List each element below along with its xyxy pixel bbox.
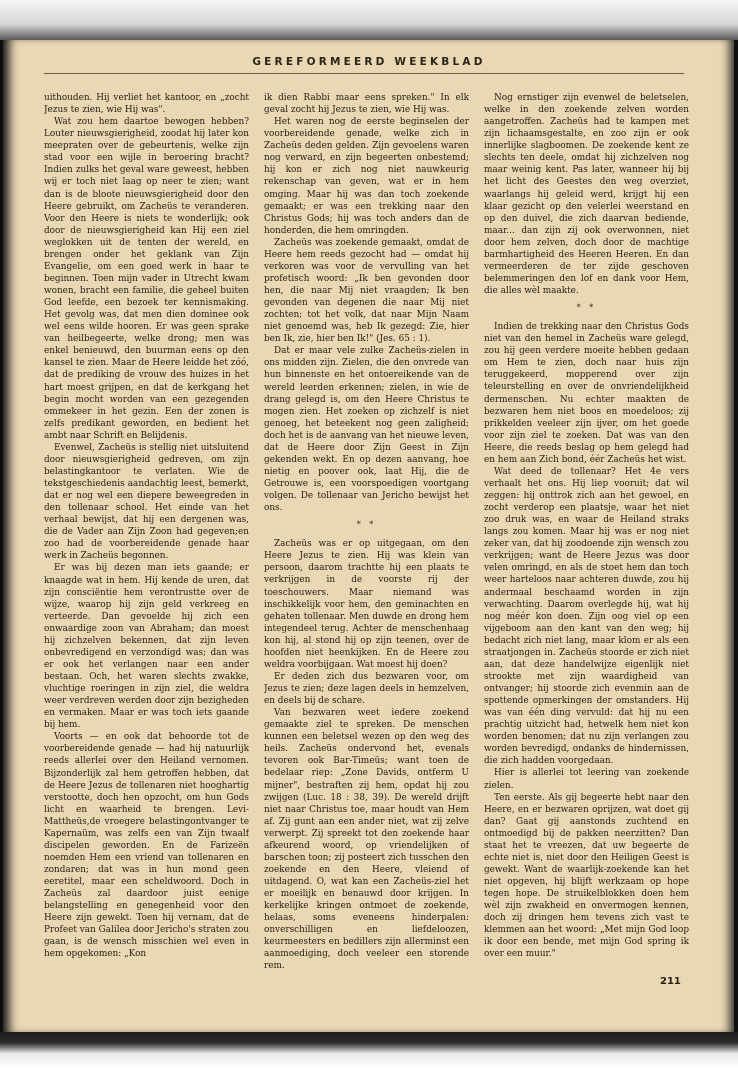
paragraph: Zacheüs was zoekende gemaakt, omdat de Heere hem reeds gezocht had — omdat hij verkoren was voor de vervulling van het profetisch woord: „Ik ben gevonden door hen, die naar Mij niet vraagden; Ik ben gevonden van degenen die naar Mij niet zochten; tot het volk, dat naar Mijn Naam niet genoemd was, heb Ik gezegd: Zie, hier ben Ik, zie, hier ben Ik!" (Jes. 65 : 1). bbox=[264, 237, 469, 345]
column-left bbox=[44, 92, 249, 972]
paragraph: Hier is allerlei tot leering van zoekende zielen. bbox=[484, 768, 689, 791]
paragraph: Nog ernstiger zijn evenwel de beletselen, welke in den zoekende zelven worden aangetroffen. Zacheüs had te kampen met zijn lichaamsgestalte, en zoo zijn er ook innerlijke slagboomen. De zoekende kent ze slechts ten deele, omdat hij zichzelven nog maar weinig kent. Pas later, wanneer hij bij het licht des Geestes den weg overziet, waarlangs hij geleid werd, krijgt hij een klaar gezicht op den velerlei weerstand en op den duivel, die zich daarvan bediende, maar... dan zijn zij ook overwonnen, niet door hem zelven, doch door de machtige barmhartigheid des Heeren Heeren. En dan vermeerderen de ter zijde geschoven belemmeringen den lof en dank voor Hem, die alles wèl maakte. bbox=[484, 93, 689, 296]
paragraph: Er was bij dezen man iets gaande; er knaagde wat in hem. Hij kende de uren, dat zijn consciëntie hem verontrustte over de wijze, waarop hij zijn geld verkreeg en verteerde. Dan gevoelde hij zich een onwaardige zoon van Abraham; dan moest hij zichzelven bekennen, dat zijn leven onbevredigend en verzondigd was; dan was er ook het verlangen naar een ander bestaan. Och, het waren slechts zwakke, vluchtige roeringen in zijn ziel, die weldra weer verdreven werden door zijn bezigheden en vermaken. Maar er was toch iets gaande bij hem. bbox=[44, 563, 249, 731]
scan-border-bottom bbox=[0, 1032, 738, 1068]
paragraph: uithouden. Hij verliet het kantoor, en „zocht Jezus te zien, wie Hij was". bbox=[44, 93, 249, 116]
paragraph: Wat deed de tollenaar? Het 4e vers verhaalt het ons. Hij liep vooruit; dat wil zeggen: hij onttrok zich aan het gewoel, en zocht verderop een plaatsje, waar het niet zoo druk was, en waar de Heiland straks langs zou komen. Maar hij was er nog niet zeker van, dat hij zoodoende zijn wensch zou verkrijgen; want de Heere Jezus was door velen omringd, en als de stoet hem dan toch weer harteloos naar achteren duwde, zou hij andermaal beschaamd worden in zijn verwachting. Daarom overlegde hij, wat hij nog méér kon doen. Zijn oog viel op een vijgeboom aan den kant van den weg; hij bedacht zich niet lang, maar klom er als een straatjongen in. Zacheüs stoorde er zich niet aan, dat deze handelwijze eigenlijk niet strookte met zijn waardigheid van ontvanger; hij stoorde zich evenmin aan de spottende opmerkingen der omstanders. Hij was van één ding vervuld: dat hij nu een prachtig uitzicht had, hetwelk hem niet kon worden benomen; dat nu zijn verlangen zou worden bevredigd, ondanks de hindernissen, die zich hadden voorgedaan. bbox=[484, 466, 689, 767]
paragraph: Van bezwaren weet iedere zoekend gemaakte ziel te spreken. De menschen kunnen een beletsel wezen op den weg des heils. Zacheüs ondervond het, evenals tevoren ook Bar-Timeüs; want toen de bedelaar riep: „Zone Davids, ontferm U mijner", bestraften zij hem, opdat hij zou zwijgen (Luc. 18 : 38, 39). De wereld drijft niet naar Christus toe, maar houdt van Hem af. Zij gunt aan een ander niet, wat zij zelve verwerpt. Zij spreekt tot den zoekende haar afkeurend woord, op vriendelijken of barschen toon; zij posteert zich tusschen den zoekende en den Heere, vleiend of uitdagend. O, wat kan een Zacheüs-ziel het er moeilijk en benauwd door krijgen. In kerkelijke kringen ontmoet de zoekende, helaas, soms eveneens hinderpalen: onverschilligen en liefdeloozen, keurmeesters en bedillers zijn allerminst een aanmoediging, doch veeleer een storende rem. bbox=[264, 708, 469, 972]
section-separator: * * bbox=[576, 303, 597, 313]
paragraph: ik dien Rabbi maar eens spreken." In elk geval zocht hij Jezus te zien, wie Hij was. bbox=[264, 93, 469, 116]
page-number: 211 bbox=[660, 976, 681, 987]
section-separator: * * bbox=[356, 520, 377, 530]
column-middle bbox=[264, 92, 469, 972]
header-rule bbox=[44, 73, 684, 74]
paragraph: Er deden zich dus bezwaren voor, om Jezus te zien; deze lagen deels in hemzelven, en deels bij de schare. bbox=[264, 671, 469, 707]
paragraph: Ten eerste. Als gij begeerte hebt naar den Heere, en er bezwaren oprijzen, wat doet gij dan? Gaat gij aanstonds zuchtend en ontmoedigd bij de pakken neerzitten? Dan staat het te vreezen, dat uw begeerte de echte niet is, niet door den Heiligen Geest is gewekt. Want de waarlijk-zoekende kan het niet opgeven, hij blijft werkzaam op hope tegen hope. De struikelblokken doen hem wèl zijn zwakheid en onvermogen kennen, doch zij dringen hem tevens zich vast te klemmen aan het woord: „Met mijn God loop ik door een bende, met mijn God spring ik over een muur." bbox=[484, 792, 689, 960]
paragraph: Evenwel, Zacheüs is stellig niet uitsluitend door nieuwsgierigheid gedreven, om zijn belastingkantoor te verlaten. Wie de tekstgeschiedenis aandachtig leest, bemerkt, dat er nog wel een diepere beweegreden in den tollenaar school. Het einde van het verhaal bewijst, dat hij een dergenen was, die de Vader aan Zijn Zoon had gegeven;en zoo had de voorbereidende genade haar werk in Zacheüs begonnen. bbox=[44, 442, 249, 562]
paragraph: Voorts — en ook dat behoorde tot de voorbereidende genade — had hij natuurlijk reeds allerlei over den Heiland vernomen. Bijzonderlijk zal hem getroffen hebben, dat de Heere Jezus de tollenaren niet hooghartig verstootte, doch hen opzocht, om hun Gods licht en waarheid te brengen. Levi-Mattheüs,de vroegere belastingontvanger te Kapernaüm, was zelfs een van Zijn twaalf discipelen geworden. En de Farizeën noemden Hem een vriend van tollenaren en zondaren; dat was in hun mond geen eeretitel, maar een scheldwoord. Doch in Zacheüs zal daardoor juist eenige belangstelling en genegenheid voor den Heere zijn gewekt. Toen hij vernam, dat de Profeet van Galilea door Jericho's straten zou gaan, is de wensch misschien wel even in hem opgekomen: „Kon bbox=[44, 732, 249, 960]
paragraph: Wat zou hem daartoe bewogen hebben? Louter nieuwsgierigheid, zoodat hij later kon meepraten over de gebeurtenis, welke zijn stad voor een wijle in beroering bracht? Indien zulks het geval ware geweest, hebben wij er toch niet laag op neer te zien; want dan is de bloote nieuwsgierigheid door den Heere gebruikt, om Zacheüs te veranderen. Voor den Heere is niets te wonderlijk; ook door de nieuwsgierigheid kan Hij een ziel weglokken uit de tenten der wereld, en brengen onder het geklank van Zijn Evangelie, om een goed werk in haar te beginnen. Toen mijn vader in Utrecht kwam wonen, bracht een familie, die geheel buiten God leefde, een bezoek ter kennismaking. Het gevolg was, dat men dien dominee ook wel eens wilde hooren. Er was geen sprake van heilbegeerte, welke drong; men was enkel benieuwd, den buurman eens op den kansel te zien. Maar de Heere leidde het zóó, dat de prediking de vrouw des huizes in het hart moest grijpen, en dat de kerkgang het begin mocht worden van een gezegenden ommekeer in het gezin. Een der zonen is zelfs predikant geworden, en bedient het ambt naar Schrift en Belijdenis. bbox=[44, 117, 249, 441]
paragraph: Het waren nog de eerste beginselen der voorbereidende genade, welke zich in Zacheüs deden gelden. Zijn gevoelens waren nog verward, en zijn begeerten onbestemd; hij kon er zich nog niet nauwkeurig rekenschap van geven, wat er in hem omging. Maar hij was dan toch zoekende gemaakt; er was een trekking naar den Christus Gods; hij was toch anders dan de honderden, die hem omringden. bbox=[264, 117, 469, 236]
running-header: GEREFORMEERD WEEKBLAD bbox=[252, 56, 486, 68]
paragraph: Indien de trekking naar den Christus Gods niet van den hemel in Zacheüs ware gelegd, zou hij geen verdere moeite hebben gedaan om Hem te zien, doch naar huis zijn teruggekeerd, mopperend over zijn teleurstelling en over de onvriendelijkheid dermenschen. Nu echter maakten de bezwaren hem niet boos en moedeloos; zij prikkelden veeleer zijn ijver, om het goede voor zijn ziel te zoeken. Dat was van den Heere, die reeds beslag op hem gelegd had en hem aan Zich bond, éér Zacheüs het wist. bbox=[484, 322, 689, 465]
scan-border-top bbox=[0, 0, 738, 40]
paragraph: Zacheüs was er op uitgegaan, om den Heere Jezus te zien. Hij was klein van persoon, daarom trachtte hij een plaats te verkrijgen in de voorste rij der toeschouwers. Maar niemand was inschikkelijk voor hem, den geminachten en gehaten tollenaar. Men duwde en drong hem integendeel terug. Achter de menschenhaag kon hij, al stond hij op zijn teenen, over de hoofden niet heenkijken. En de Heere zou weldra voorbijgaan. Wat moest hij doen? bbox=[264, 539, 469, 670]
paragraph: Dat er maar vele zulke Zacheüs-zielen in ons midden zijn. Zielen, die den onvrede van hun binnenste en het ontoereikende van de wereld leerden erkennen; zielen, in wie de drang gelegd is, om den Heere Christus te mogen zien. Het zoeken op zichzelf is niet genoeg, het beteekent nog geen zaligheid; doch het is de aanvang van het nieuwe leven, dat de Heere door Zijn Geest in Zijn gekenden wekt. En op dezen aanvang, hoe nietig en poover ook, laat Hij, die de Getrouwe is, een voorspoedigen voortgang volgen. De tollenaar van Jericho bewijst het ons. bbox=[264, 346, 469, 514]
column-right bbox=[484, 92, 689, 972]
